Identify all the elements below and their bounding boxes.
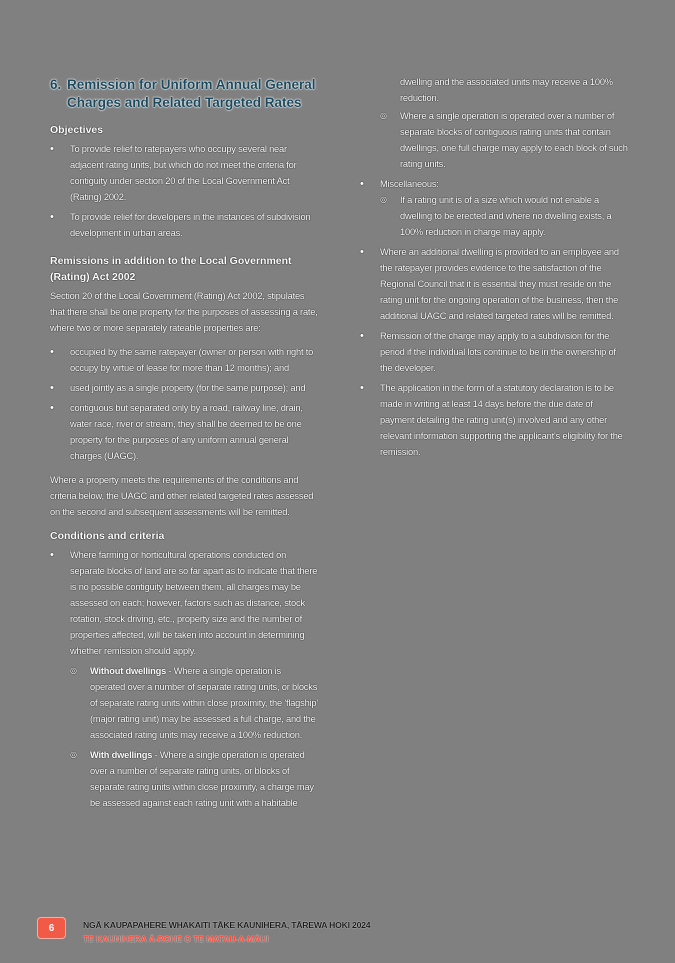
footer-council-name: TE KAUNIHERA Ā-ROHE O TE MATAU-A-MĀUI (83, 934, 269, 944)
circle-bullet-icon: ◎ (70, 666, 77, 675)
continued-sub-list (360, 74, 628, 172)
left-column (50, 74, 318, 819)
bullet-icon: • (360, 382, 364, 394)
circle-bullet-icon: ◎ (380, 111, 387, 120)
footer-document-title: NGĀ KAUPAPAHERE WHAKAITI TĀKE KAUNIHERA, TĀREWA HOKI 2024 (83, 920, 371, 930)
list-item: • The application in the form of a statutory declaration is to be made in writing at least 14 days before the due date of payment detailing the rating unit(s) involved and any other relevant information supporting the applicant's eligibility for the remission. (360, 382, 623, 457)
list-item: • Where an additional dwelling is provided to an employee and the ratepayer provides evidence to the satisfaction of the Regional Council that it is essential they must reside on the rating unit for the ongoing operation of the business, then the additional UAGC and related targeted rates will be remitted. (360, 246, 619, 321)
list-item: • contiguous but separated only by a road, railway line, drain, water race, river or stream, they shall be deemed to be one property for the purposes of any uniform annual general charges (UAGC). (50, 402, 303, 461)
sub-list-item: ◎ With dwellings - Where a single operation is operated over a number of separate rating units, or blocks of separate rating units within close proximity, a charge may be assessed against each rating unit with a habitable (70, 747, 318, 811)
bullet-icon: • (360, 178, 364, 190)
bullet-icon: • (50, 402, 54, 414)
conditions-sub-list (70, 663, 318, 811)
circle-bullet-icon: ◎ (380, 195, 387, 204)
bullet-icon: • (50, 143, 54, 155)
footer-text (83, 918, 370, 946)
misc-list (360, 176, 628, 460)
right-column (360, 74, 628, 468)
sub-list-item: dwelling and the associated units may receive a 100% reduction. (400, 77, 613, 103)
section-title (50, 76, 318, 112)
section-title-text: Remission for Uniform Annual General Charges and Related Targeted Rates (67, 77, 316, 110)
misc-sub-list (380, 192, 628, 240)
page-footer (38, 918, 370, 946)
conditions-list (50, 547, 318, 811)
list-item: • Miscellaneous: ◎ If a rating unit is of a size which would not enable a dwelling to be erected and where no dwelling exists, a 100% reduction in charge may apply. (360, 176, 628, 240)
list-item: • occupied by the same ratepayer (owner or person with right to occupy by virtue of lease for more than 12 months); and (50, 346, 314, 373)
bullet-icon: • (50, 211, 54, 223)
bullet-icon: • (360, 246, 364, 258)
bullet-icon: • (360, 330, 364, 342)
objectives-list (50, 141, 318, 241)
remissions-intro: Section 20 of the Local Government (Rating) Act 2002, stipulates that there shall be one property for the purposes of assessing a rate, where two or more separately rateable properties are: (50, 291, 318, 333)
list-item: • used jointly as a single property (for the same purpose); and (50, 382, 306, 394)
bullet-icon: • (50, 346, 54, 358)
remissions-heading: Remissions in addition to the Local Government (Rating) Act 2002 (50, 255, 292, 283)
list-item: • Where farming or horticultural operations conducted on separate blocks of land are so far apart as to indicate that there is no possible contiguity between them, all charges may be assessed on each; however, factors such as distance, stock rotation, stock driving, etc., property size and the number of properties affected, will be taken into account in determining whether remission should apply. ◎ Without dwellings - Where a single operation is operated over a number of separate rating units, or blocks of separate rating units within close proximity, the 'flagship' (major rating unit) may be assessed a full charge, and the associated rating units may receive a 100% reduction. ◎ With dwellings - Where a single operation is operated over a number of separate rating units, or blocks of separate rating units within close proximity, a charge may be assessed against each rating unit with a habitable (50, 547, 318, 811)
objectives-heading: Objectives (50, 124, 104, 136)
remissions-outro: Where a property meets the requirements of the conditions and criteria below, the UAGC and other related targeted rates assessed on the second and subsequent assessments will be remitted. (50, 475, 314, 517)
sub-list-item: ◎ Where a single operation is operated over a number of separate blocks of contiguous rating units that contain dwellings, one full charge may apply to each block of such rating units. (360, 108, 628, 172)
page-number-badge: 6 (38, 918, 65, 938)
section-number: 6. (50, 77, 62, 92)
remissions-list (50, 344, 318, 464)
circle-bullet-icon: ◎ (70, 750, 77, 759)
bullet-icon: • (50, 382, 54, 394)
list-item: • Remission of the charge may apply to a subdivision for the period if the individual lots continue to be in the ownership of the developer. (360, 330, 616, 373)
sub-list-item: ◎ If a rating unit is of a size which would not enable a dwelling to be erected and where no dwelling exists, a 100% reduction in charge may apply. (380, 192, 628, 240)
sub-list-item: ◎ Without dwellings - Where a single operation is operated over a number of separate rating units, or blocks of separate rating units within close proximity, the 'flagship' (major rating unit) may be assessed a full charge, and the associated rating units may receive a 100% reduction. (70, 663, 318, 743)
list-item: • To provide relief for developers in the instances of subdivision development in urban areas. (50, 211, 311, 238)
list-item: • To provide relief to ratepayers who occupy several near adjacent rating units, but which do not meet the criteria for contiguity under section 20 of the Local Government Act (Rating) 2002. (50, 143, 297, 202)
bullet-icon: • (50, 549, 54, 561)
conditions-heading: Conditions and criteria (50, 530, 165, 542)
